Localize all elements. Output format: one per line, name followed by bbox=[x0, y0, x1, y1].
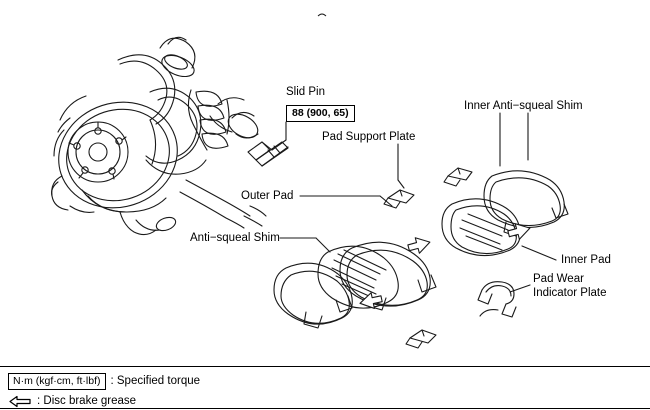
callout-anti-squeal-shim: Anti−squeal Shim bbox=[190, 232, 280, 244]
callout-pad-support-plate: Pad Support Plate bbox=[322, 131, 416, 143]
pad-wear-indicator-plate-line1: Pad Wear bbox=[533, 273, 584, 285]
slid-pin-torque-value: 88 (900, 65) bbox=[286, 105, 355, 122]
legend-torque-key: N·m (kgf·cm, ft·lbf) bbox=[8, 373, 106, 390]
callout-inner-pad: Inner Pad bbox=[561, 254, 611, 266]
legend-row-torque bbox=[8, 372, 238, 390]
callout-slid-pin: Slid Pin bbox=[286, 86, 325, 98]
callout-outer-pad: Outer Pad bbox=[241, 190, 294, 202]
legend-row-grease bbox=[8, 392, 238, 410]
legend-torque-text: : Specified torque bbox=[110, 375, 201, 387]
legend-divider-top bbox=[0, 366, 650, 367]
pad-wear-indicator-plate-line2: Indicator Plate bbox=[533, 287, 607, 299]
callout-pad-wear-indicator-plate bbox=[533, 272, 633, 300]
callout-inner-anti-squeal-shim: Inner Anti−squeal Shim bbox=[464, 100, 583, 112]
open-arrow-icon bbox=[8, 395, 32, 408]
legend-grease-text: : Disc brake grease bbox=[37, 395, 137, 407]
legend bbox=[8, 372, 238, 410]
